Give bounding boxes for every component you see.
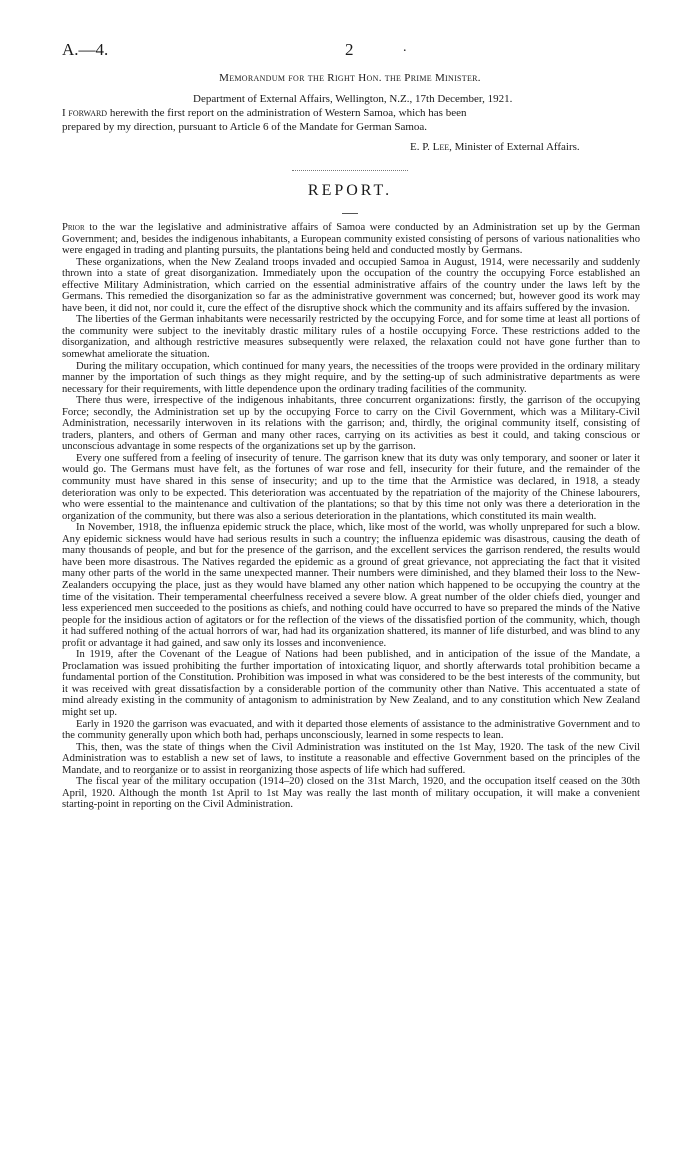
report-paragraph-3: The liberties of the German inhabitants were necessarily restricted by the occupying Force, and for some time at least all portions of the community were subject to the inevitably drastic military rules of a hostile occupying Force. These restrictions added to the disorganization, and although restrictive measures subsequently were relaxed, the relaxation could not have gone further than to somewhat ameliorate the situation. [62,314,640,361]
report-paragraph-11: The fiscal year of the military occupation (1914–20) closed on the 31st March, 1920, and the occupation itself ceased on the 30th April, 1920. Although the month 1st April to 1st May was really the last month of military occupation, it will make a convenient starting-point in reporting on the Civil Administration. [62,776,640,811]
memo-dateline: Department of External Affairs, Wellington, N.Z., 17th December, 1921. [193,93,513,105]
report-paragraph-8: In 1919, after the Covenant of the League of Nations had been published, and in anticipation of the issue of the Mandate, a Proclamation was issued prohibiting the further importation of intoxicating liquor, and shortly afterwards total prohibition became a fundamental portion of the Constitution. Prohibition was imposed in what was considered to be the best interests of the community, but it was received with great dissatisfaction by a considerable portion of the community other than Native. This accentuated a state of mind already existing in the community of antagonism to administration by New Zealand, and to any constitution which New Zealand might set up. [62,649,640,718]
memo-title: Memorandum for the Right Hon. the Prime Minister. [219,72,481,84]
signature-name: E. P. Lee, [410,141,452,153]
report-paragraph-9: Early in 1920 the garrison was evacuated, and with it departed those elements of assistance to the administrative Government and to the community generally upon which both had, perhaps unconsciously, learned in some respects to lean. [62,718,640,742]
report-paragraph-5: There thus were, irrespective of the indigenous inhabitants, three concurrent organizations: firstly, the garrison of the occupying Force; secondly, the Administration set up by the occupying Force to carry on the Civil Government, which was a Military-Civil Administration, necessarily interwoven in its relations with the garrison; and, thirdly, the original community itself, consisting of traders, planters, and others of German and many other races, carrying on its activities as best it could, and taking conscious or unconscious advantage in some respects of the organizations set up by the garrison. [62,395,640,453]
memo-forward-lead: I forward [62,107,108,119]
report-paragraph-6: Every one suffered from a feeling of insecurity of tenure. The garrison knew that its duty was only temporary, and sooner or later it would go. The Germans must have felt, as the fortunes of war rose and fell, insecurity for their future, and the remainder of the community must have shared in this sense of insecurity; and up to the time that the Armistice was declared, in 1918, a steady deterioration was only to be expected. This deterioration was accentuated by the repatriation of the majority of the Chinese labourers, who were essential to the maintenance and cultivation of the plantations; so that by this time not only was there a deterioration in the organization of the community, but there was also a serious deterioration in the plantations, which constituted its main wealth. [62,452,640,522]
document-reference: A.—4. [62,40,109,59]
memo-forward-text: herewith the first report on the administration of Western Samoa, which has been [109,107,467,119]
section-divider [292,170,408,171]
report-paragraph-4: During the military occupation, which continued for many years, the necessities of the troops were provided in the ordinary military manner by the importation of such things as they might require, and by the setting-up of such administrative departments as were necessary for their requirements, with little dependence upon the ordinary trading facilities of the community. [62,360,640,395]
title-rule [342,213,358,214]
signature-title: Minister of External Affairs. [454,141,580,153]
report-title: REPORT. [307,182,393,199]
report-paragraph-2: These organizations, when the New Zealand troops invaded and occupied Samoa in August, 1914, were necessarily and suddenly thrown into a state of great disorganization. Immediately upon the occupation of the country the occupying Force established an effective Military Administration, which carried on the essential administrative affairs of the country under the laws left by the Germans. This remedied the disorganization so far as the administrative government was concerned; but, however good its work may have been, it did not, nor could it, cure the effect of the disruptive shock which the community and its affairs suffered by the invasion. [62,256,640,314]
memo-signature [410,140,580,154]
report-paragraph-1: Prior to the war the legislative and administrative affairs of Samoa were conducted by an Administration set up by the German Government; and, besides the indigenous inhabitants, a European community existed consisting of persons of various nationalities who were engaged in trading and planting pursuits, the plantations being held and conducted mostly by Germans. [62,222,640,257]
report-first-word: Prior [62,222,85,233]
page-number: 2 [345,40,354,59]
report-body [62,222,640,811]
memo-forward-line-1 [62,106,466,120]
report-paragraph-10: This, then, was the state of things when the Civil Administration was instituted on the 1st May, 1920. The task of the new Civil Administration was to establish a new set of laws, to institute a reasonable and effective Government based on the principles of the Mandate, and to reorganize or to assist in reorganizing those aspects of life which had suffered. [62,741,640,776]
report-paragraph-7: In November, 1918, the influenza epidemic struck the place, which, like most of the world, was wholly unprepared for such a blow. Any epidemic sickness would have had serious results in such a country; the influenza epidemic was disastrous, causing the death of many thousands of people, and but for the presence of the garrison, and the excellent services the garrison rendered, the results would have been more disastrous. The Natives regarded the epidemic as a ground of great grievance, not appreciating the fact that it visited many other parts of the world in the same unexpected manner. Their numbers were diminished, and they blamed their loss to the New-Zealanders occupying the place, just as they would have blamed any other nation which happened to be occupying the country at the time of the visitation. Their temperamental cheerfulness received a severe blow. A great number of the older chiefs died, younger and less experienced men succeeded to the positions as chiefs, and nothing could have occurred to have so prepared the minds of the Native people for the insidious action of agitators or for the reflection of the views of the dissatisfied portion of the community, which, though it had suffered nothing of the actual horrors of war, had had its organization shattered, its manner of life disturbed, and was blind to any profit or advantage it had gained, and saw only its losses and inconvenience. [62,522,640,649]
memo-forward-line-2: prepared by my direction, pursuant to Article 6 of the Mandate for German Samoa. [62,121,428,133]
header-mark: . [403,40,407,55]
